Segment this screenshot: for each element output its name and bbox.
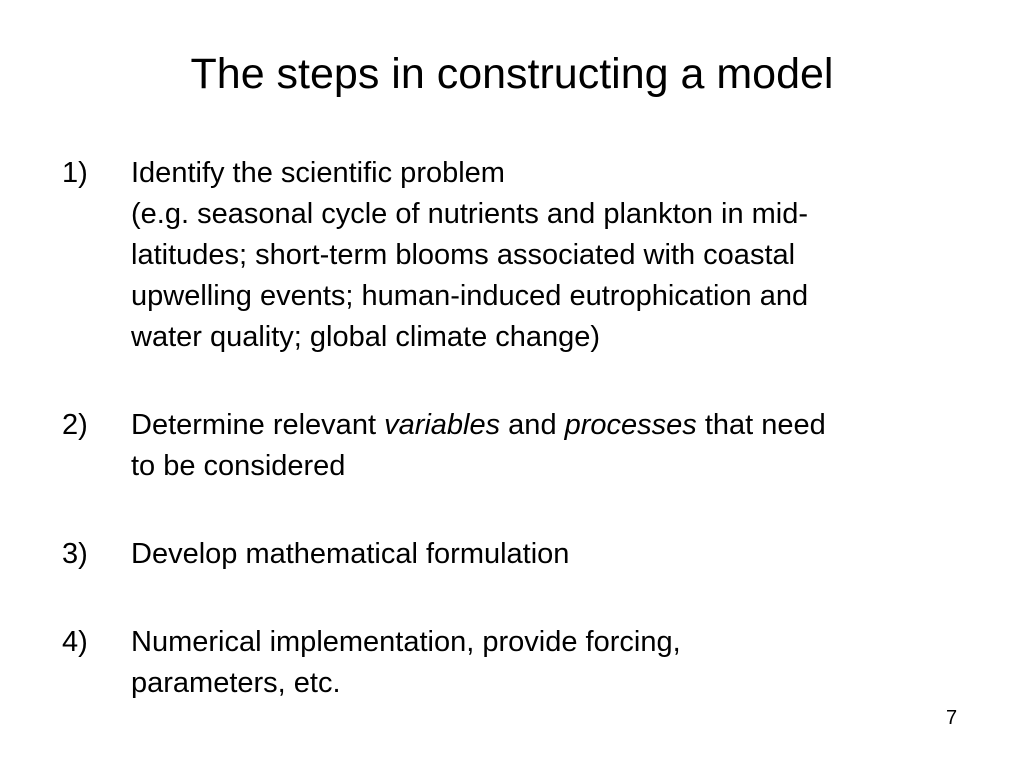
step-number: 3) — [62, 538, 88, 570]
step-text: Determine relevant — [131, 409, 385, 441]
step-text-line: Numerical implementation, provide forcing, — [131, 626, 681, 658]
step-item-2 — [62, 405, 962, 487]
step-text-line — [131, 405, 962, 446]
emphasis-text: processes — [564, 409, 697, 441]
emphasis-text: variables — [384, 409, 501, 441]
page-number: 7 — [946, 707, 958, 729]
step-text: that need — [696, 409, 826, 441]
step-item-3 — [62, 534, 962, 575]
step-text-line: Develop mathematical formulation — [131, 538, 570, 570]
step-number: 1) — [62, 157, 88, 189]
step-item-4 — [62, 622, 962, 704]
step-text-line: to be considered — [131, 450, 346, 482]
step-text-line: (e.g. seasonal cycle of nutrients and plankton in mid- — [131, 198, 809, 230]
step-text-line: Identify the scientific problem — [131, 157, 505, 189]
step-text-line: upwelling events; human-induced eutrophication and — [131, 280, 809, 312]
step-number: 4) — [62, 626, 88, 658]
step-item-1 — [62, 153, 962, 358]
step-list — [62, 153, 962, 704]
slide-title: The steps in constructing a model — [190, 50, 834, 98]
step-number: 2) — [62, 409, 88, 441]
step-text-line: latitudes; short-term blooms associated with coastal — [131, 239, 796, 271]
step-text: and — [500, 409, 565, 441]
step-text-line: parameters, etc. — [131, 667, 341, 699]
step-text-line: water quality; global climate change) — [131, 321, 601, 353]
